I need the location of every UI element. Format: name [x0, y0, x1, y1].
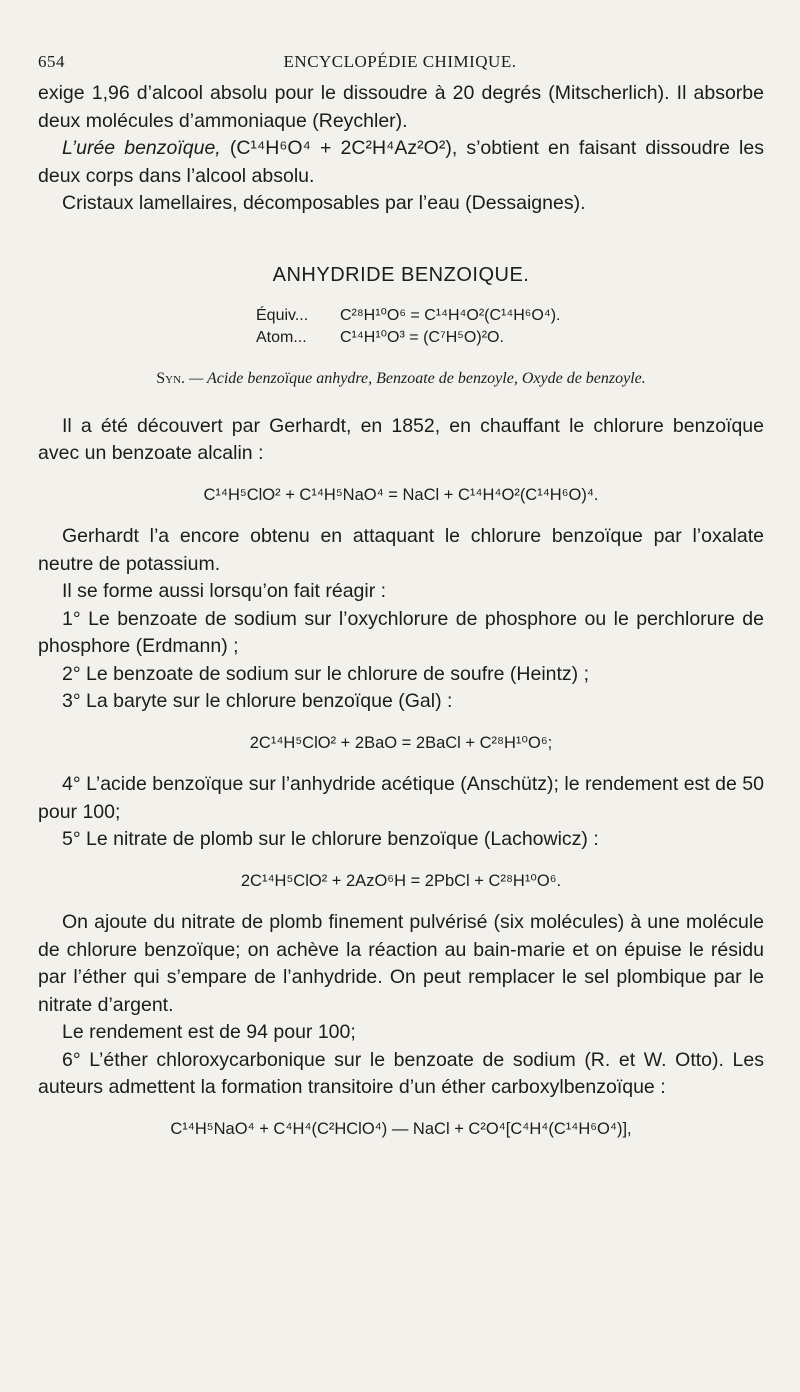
page-number: 654 — [38, 52, 65, 71]
paragraph-9: 3° La baryte sur le chlorure benzoïque (Gal) : — [62, 690, 453, 712]
paragraph-13: Le rendement est de 94 pour 100; — [62, 1021, 356, 1043]
paragraph-10: 4° L’acide benzoïque sur l’anhydride acétique (Anschütz); le rendement est de 50 pour 100; — [38, 773, 764, 823]
paragraph-7: 1° Le benzoate de sodium sur l’oxychlorure de phosphore ou le perchlorure de phosphore (Erdmann) ; — [38, 607, 764, 657]
formula-4: C¹⁴H⁵NaO⁴ + C⁴H⁴(C²HClO⁴) — NaCl + C²O⁴[C⁴H⁴(C¹⁴H⁶O⁴)], — [170, 1119, 632, 1138]
paragraph-6: Il se forme aussi lorsqu’on fait réagir : — [62, 580, 387, 602]
atom-line — [256, 327, 764, 349]
paragraph-uree-benzoique — [38, 135, 764, 190]
running-title: ENCYCLOPÉDIE CHIMIQUE. — [283, 52, 517, 71]
paragraph-5: Gerhardt l’a encore obtenu en attaquant le chlorure benzoïque par l’oxalate neutre de potassium. — [38, 525, 764, 575]
equiv-label: Équiv... — [256, 307, 309, 324]
paragraph-12: On ajoute du nitrate de plomb finement pulvérisé (six molécules) à une molécule de chlorure benzoïque; on achève la réaction au bain-marie et on épuise le résidu par l’éther qui s’empare de l’anhydride. On peut remplacer le sel plombique par le nitrate d’argent. — [38, 911, 764, 1016]
italic-term: L’urée benzoïque, — [62, 137, 221, 159]
atom-formula: C¹⁴H¹⁰O³ = (C⁷H⁵O)²O. — [340, 329, 504, 346]
section-heading: ANHYDRIDE BENZOIQUE. — [272, 263, 530, 286]
equiv-line — [256, 305, 764, 327]
page-body — [38, 80, 764, 1157]
paragraph-text: (C¹⁴H⁶O⁴ + 2C²H⁴Az²O²), s’obtient en faisant dissoudre les deux corps dans l’alcool absolu. — [38, 137, 764, 187]
syn-text: — Acide benzoïque anhydre, Benzoate de benzoyle, Oxyde de benzoyle. — [185, 370, 646, 387]
paragraph-8: 2° Le benzoate de sodium sur le chlorure de soufre (Heintz) ; — [62, 662, 589, 685]
paragraph-11: 5° Le nitrate de plomb sur le chlorure benzoïque (Lachowicz) : — [62, 828, 599, 850]
formula-2: 2C¹⁴H⁵ClO² + 2BaO = 2BaCl + C²⁸H¹⁰O⁶; — [249, 733, 553, 752]
synonyms-line — [38, 365, 764, 393]
paragraph-3: Cristaux lamellaires, décomposables par l’eau (Dessaignes). — [62, 192, 586, 214]
paragraph-4: Il a été découvert par Gerhardt, en 1852, en chauffant le chlorure benzoïque avec un benzoate alcalin : — [38, 414, 764, 464]
syn-label: Syn. — [156, 370, 186, 387]
atom-label: Atom... — [256, 329, 307, 346]
paragraph-1: exige 1,96 d’alcool absolu pour le dissoudre à 20 degrés (Mitscherlich). Il absorbe deux molécules d’ammoniaque (Reychler). — [38, 82, 764, 132]
formula-3: 2C¹⁴H⁵ClO² + 2AzO⁶H = 2PbCl + C²⁸H¹⁰O⁶. — [240, 871, 562, 890]
equiv-formula: C²⁸H¹⁰O⁶ = C¹⁴H⁴O²(C¹⁴H⁶O⁴). — [340, 307, 561, 324]
paragraph-14: 6° L’éther chloroxycarbonique sur le benzoate de sodium (R. et W. Otto). Les auteurs admettent la formation transitoire d’un éther carboxylbenzoïque : — [38, 1048, 764, 1098]
formula-1: C¹⁴H⁵ClO² + C¹⁴H⁵NaO⁴ = NaCl + C¹⁴H⁴O²(C¹⁴H⁶O)⁴. — [203, 485, 599, 504]
